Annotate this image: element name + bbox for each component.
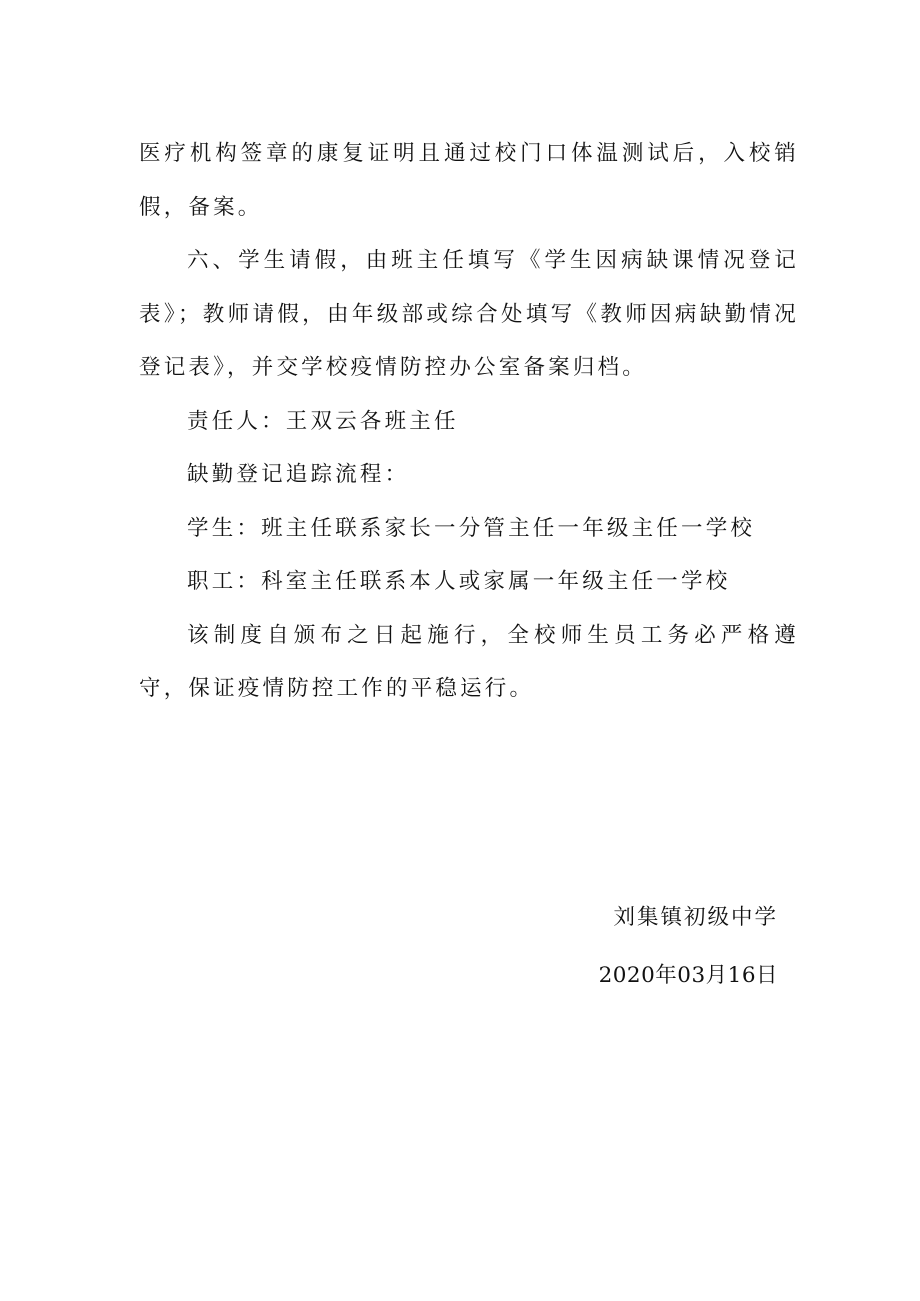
document-body [139, 127, 799, 716]
paragraph-continuation: 医疗机构签章的康复证明且通过校门口体温测试后，入校销假，备案。 [139, 141, 799, 220]
paragraph-staff-process: 职工：科室主任联系本人或家属一年级主任一学校 [187, 569, 731, 594]
signature-date: 2020年03月16日 [598, 963, 778, 988]
signature-organization: 刘集镇初级中学 [613, 905, 778, 930]
paragraph-student-process: 学生：班主任联系家长一分管主任一年级主任一学校 [187, 515, 756, 541]
paragraph-effective-clause: 该制度自颁布之日起施行，全校师生员工务必严格遵守，保证疫情防控工作的平稳运行。 [139, 622, 799, 701]
paragraph-leave-registration: 六、学生请假，由班主任填写《学生因病缺课情况登记表》；教师请假，由年级部或综合处填写《教师因病缺勤情况登记表》，并交学校疫情防控办公室备案归档。 [139, 248, 799, 380]
paragraph-responsible-person: 责任人：王双云各班主任 [187, 408, 459, 434]
paragraph-tracking-process-heading: 缺勤登记追踪流程： [187, 462, 410, 487]
